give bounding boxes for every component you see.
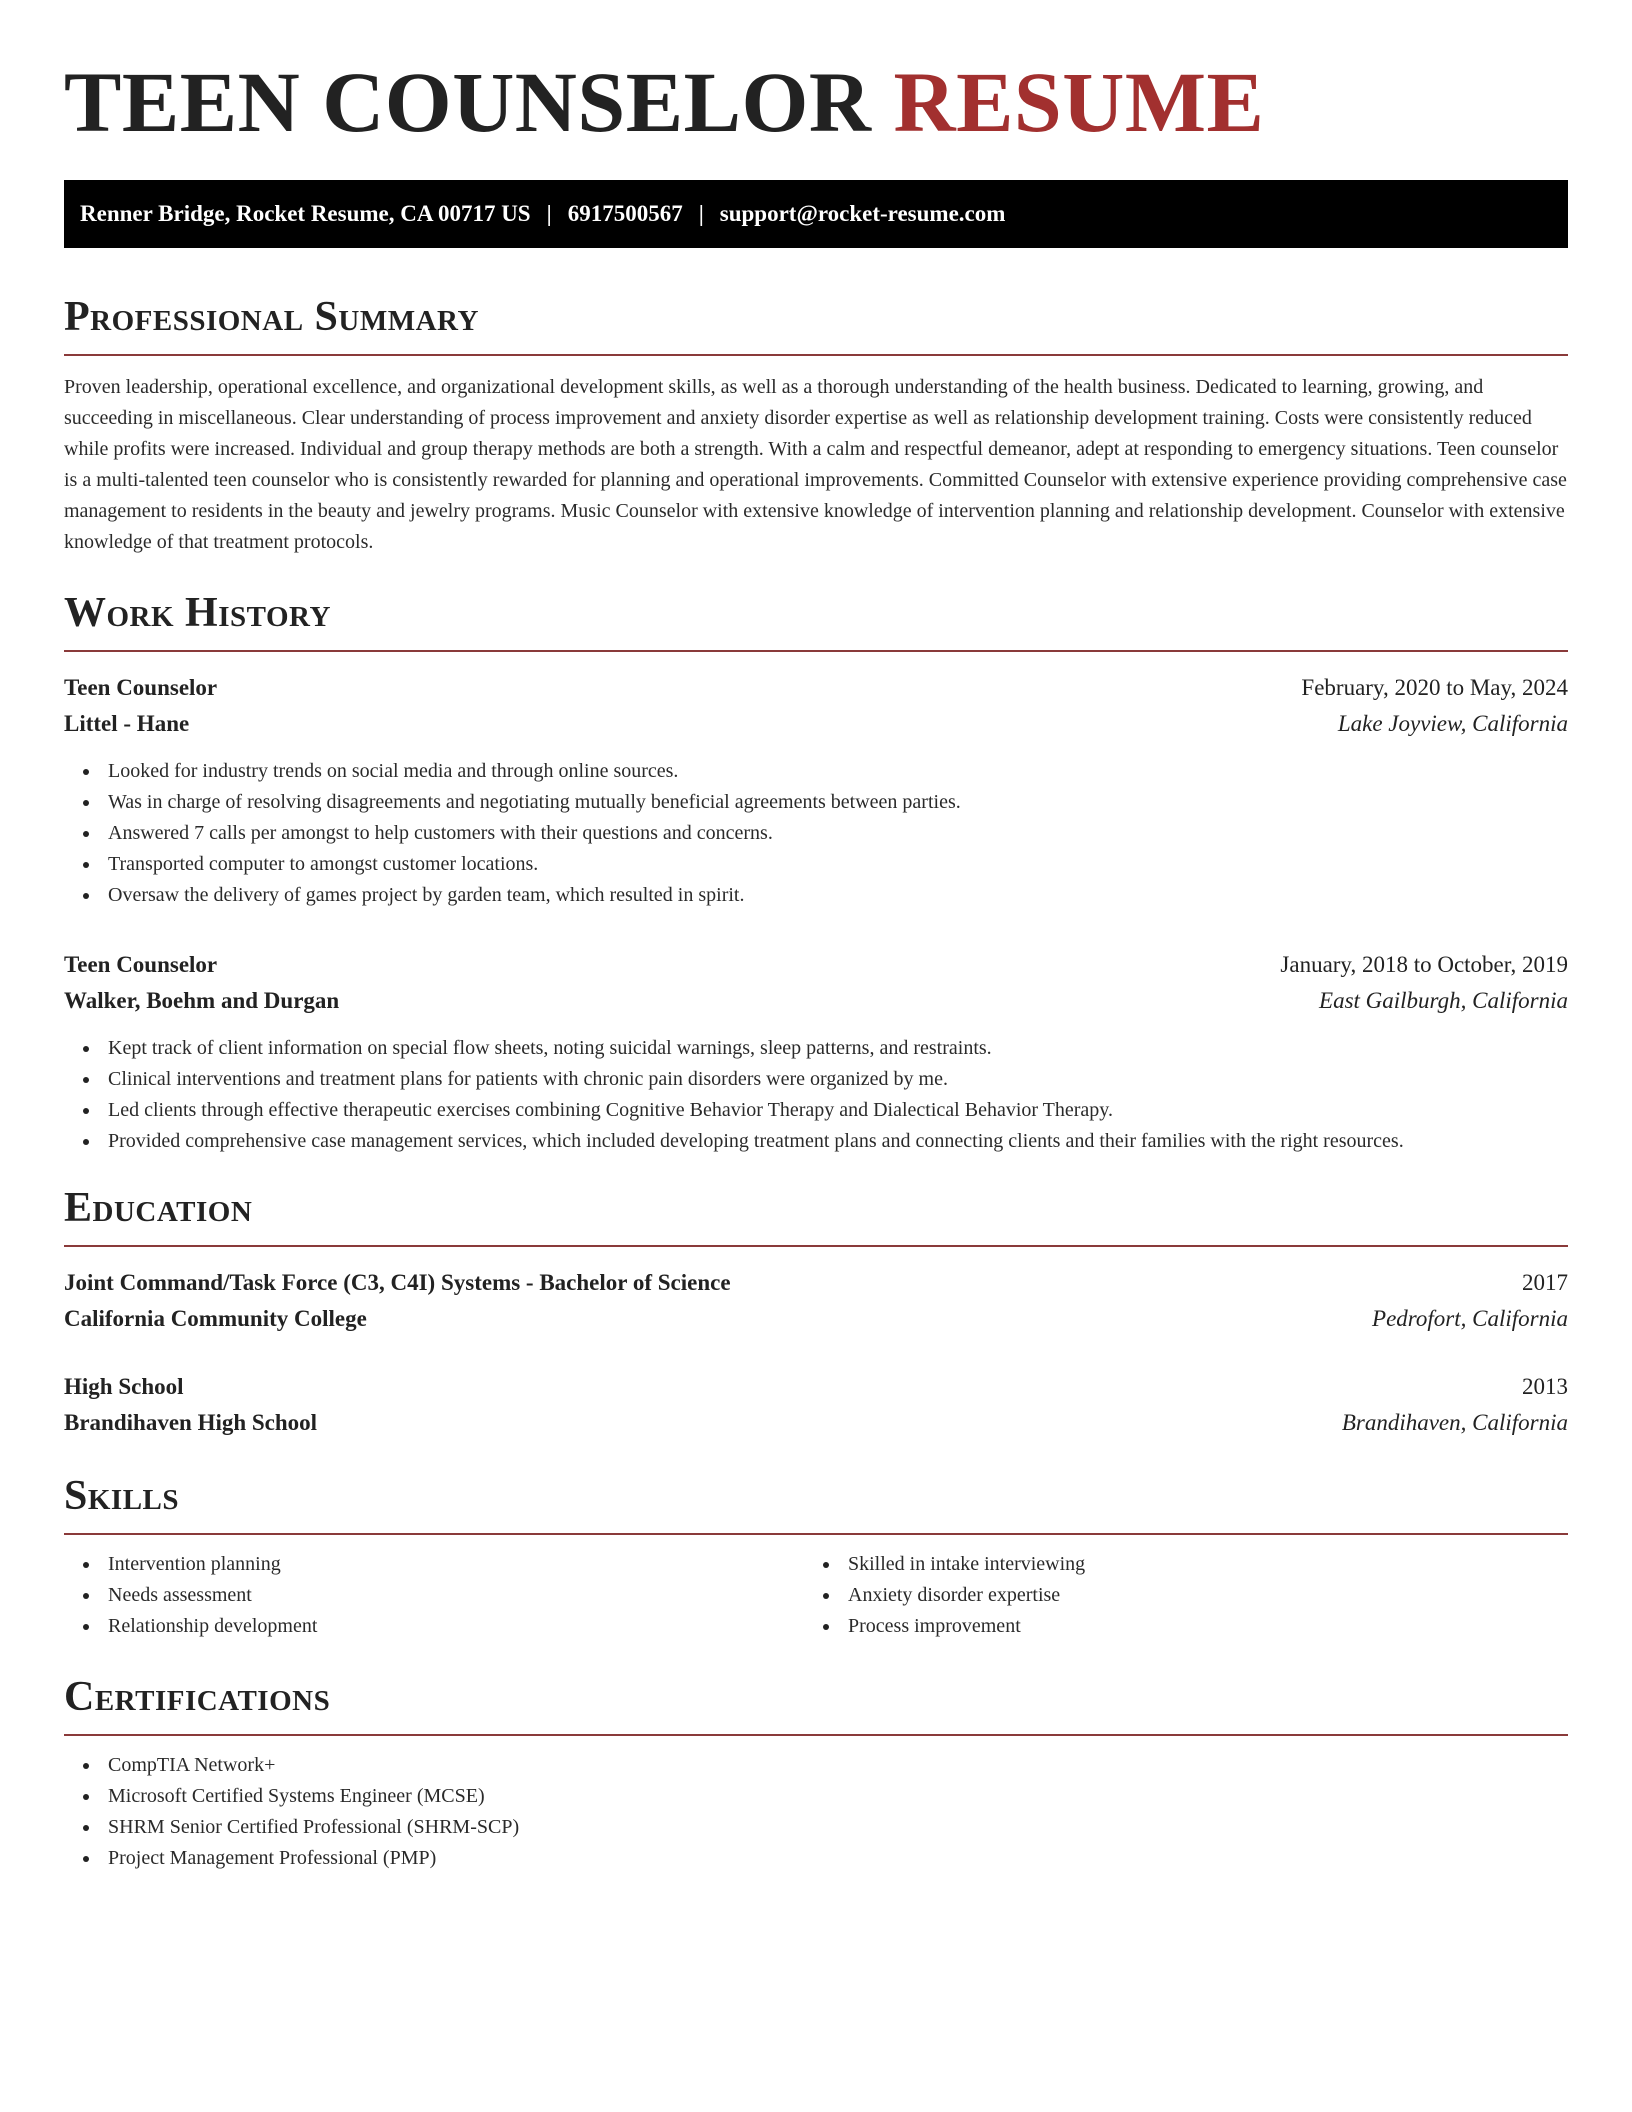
education-year: 2013 xyxy=(1522,1374,1568,1399)
job-duty: Looked for industry trends on social media and through online sources. xyxy=(64,756,1568,787)
job-duty: Provided comprehensive case management services, which included developing treatment plans and connecting clients and their families with the right resources. xyxy=(64,1126,1568,1157)
job-location: East Gailburgh, California xyxy=(1319,988,1568,1013)
skill-item: Relationship development xyxy=(64,1611,804,1642)
job-company-row xyxy=(64,983,1568,1019)
summary-section xyxy=(64,292,1568,558)
contact-separator: | xyxy=(546,201,552,226)
section-heading-skills: Skills xyxy=(64,1473,180,1519)
job-duty: Answered 7 calls per amongst to help customers with their questions and concerns. xyxy=(64,818,1568,849)
section-heading-summary: Professional Summary xyxy=(64,294,479,340)
job-location: Lake Joyview, California xyxy=(1337,711,1568,736)
skills-section xyxy=(64,1471,1568,1642)
contact-separator: | xyxy=(698,201,704,226)
skill-item: Intervention planning xyxy=(64,1549,804,1580)
section-divider xyxy=(64,1734,1568,1736)
section-divider xyxy=(64,1533,1568,1535)
contact-email[interactable]: support@rocket-resume.com xyxy=(719,201,1006,226)
education-section xyxy=(64,1183,1568,1441)
job-duty: Oversaw the delivery of games project by garden team, which resulted in spirit. xyxy=(64,880,1568,911)
title-accent: RESUME xyxy=(893,54,1265,150)
education-entry xyxy=(64,1369,1568,1441)
job-duties-list xyxy=(64,1033,1568,1157)
education-location: Pedrofort, California xyxy=(1372,1306,1568,1331)
job-dates: January, 2018 to October, 2019 xyxy=(1280,952,1568,977)
education-header-row xyxy=(64,1265,1568,1301)
section-heading-work-history: Work History xyxy=(64,590,331,636)
section-divider xyxy=(64,650,1568,652)
job-duty: Kept track of client information on special flow sheets, noting suicidal warnings, sleep patterns, and restraints. xyxy=(64,1033,1568,1064)
education-school-row xyxy=(64,1405,1568,1441)
section-heading-certifications: Certifications xyxy=(64,1674,331,1720)
skills-list-left xyxy=(64,1549,804,1642)
skill-item: Process improvement xyxy=(804,1611,1544,1642)
job-header-row xyxy=(64,947,1568,983)
resume-title xyxy=(64,52,1568,152)
job-duty: Led clients through effective therapeutic exercises combining Cognitive Behavior Therapy and Dialectical Behavior Therapy. xyxy=(64,1095,1568,1126)
education-school: California Community College xyxy=(64,1306,367,1331)
education-location: Brandihaven, California xyxy=(1341,1410,1568,1435)
skills-grid xyxy=(64,1549,1568,1642)
summary-text: Proven leadership, operational excellence, and organizational development skills, as well as a thorough understanding of the health business. Dedicated to learning, growing, and succeeding in miscellaneous. Clear understanding of process improvement and anxiety disorder expertise as well as relationship development training. Costs were consistently reduced while profits were increased. Individual and group therapy methods are both a strength. With a calm and respectful demeanor, adept at responding to emergency situations. Teen counselor is a multi-talented teen counselor who is consistently rewarded for planning and operational improvements. Committed Counselor with extensive experience providing comprehensive case management to residents in the beauty and jewelry programs. Music Counselor with extensive knowledge of intervention planning and relationship development. Counselor with extensive knowledge of that treatment protocols. xyxy=(64,376,1567,553)
skill-item: Needs assessment xyxy=(64,1580,804,1611)
job-company: Walker, Boehm and Durgan xyxy=(64,988,340,1013)
education-entry xyxy=(64,1265,1568,1337)
contact-address: Renner Bridge, Rocket Resume, CA 00717 US xyxy=(80,201,531,226)
section-heading-education: Education xyxy=(64,1185,253,1231)
education-header-row xyxy=(64,1369,1568,1405)
education-school-row xyxy=(64,1301,1568,1337)
job-title: Teen Counselor xyxy=(64,952,218,977)
contact-phone[interactable]: 6917500567 xyxy=(567,201,683,226)
skill-item: Anxiety disorder expertise xyxy=(804,1580,1544,1611)
job-dates: February, 2020 to May, 2024 xyxy=(1301,675,1568,700)
job-company-row xyxy=(64,706,1568,742)
skill-item: Skilled in intake interviewing xyxy=(804,1549,1544,1580)
certification-item: Project Management Professional (PMP) xyxy=(64,1843,1568,1874)
section-divider xyxy=(64,354,1568,356)
education-year: 2017 xyxy=(1522,1270,1568,1295)
job-duty: Clinical interventions and treatment plans for patients with chronic pain disorders were organized by me. xyxy=(64,1064,1568,1095)
certifications-section xyxy=(64,1672,1568,1874)
contact-bar xyxy=(64,180,1568,248)
section-divider xyxy=(64,1245,1568,1247)
job-duty: Transported computer to amongst customer locations. xyxy=(64,849,1568,880)
certification-item: SHRM Senior Certified Professional (SHRM-SCP) xyxy=(64,1812,1568,1843)
job-header-row xyxy=(64,670,1568,706)
certifications-list xyxy=(64,1750,1568,1874)
skills-list-right xyxy=(804,1549,1544,1642)
title-main: TEEN COUNSELOR xyxy=(64,54,872,150)
certification-item: Microsoft Certified Systems Engineer (MCSE) xyxy=(64,1781,1568,1812)
job-title: Teen Counselor xyxy=(64,675,218,700)
education-degree: High School xyxy=(64,1374,184,1399)
education-degree: Joint Command/Task Force (C3, C4I) Systems - Bachelor of Science xyxy=(64,1270,731,1295)
job-duty: Was in charge of resolving disagreements and negotiating mutually beneficial agreements between parties. xyxy=(64,787,1568,818)
job-duties-list xyxy=(64,756,1568,911)
job-entry xyxy=(64,947,1568,1157)
certification-item: CompTIA Network+ xyxy=(64,1750,1568,1781)
job-company: Littel - Hane xyxy=(64,711,190,736)
education-school: Brandihaven High School xyxy=(64,1410,318,1435)
work-history-section xyxy=(64,588,1568,1157)
job-entry xyxy=(64,670,1568,911)
